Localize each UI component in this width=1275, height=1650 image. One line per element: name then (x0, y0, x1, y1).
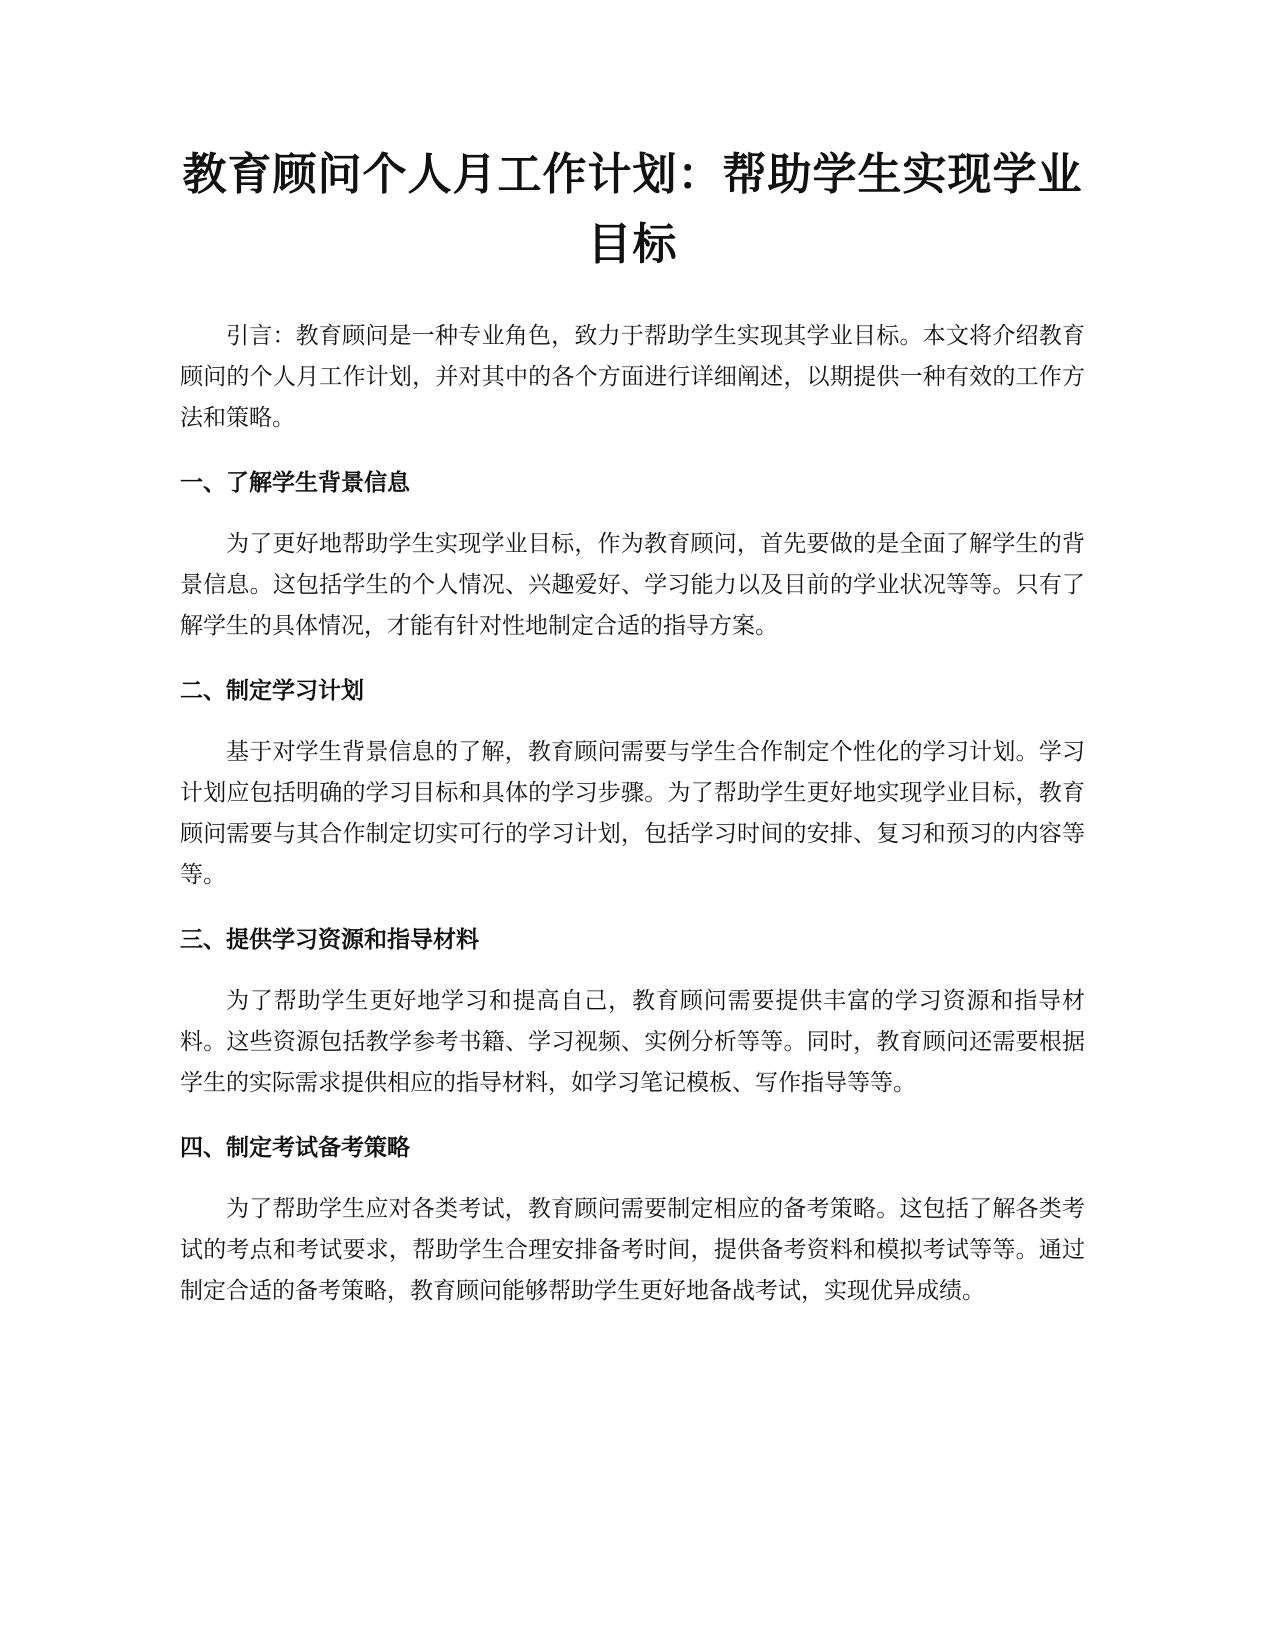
document-page (180, 140, 1085, 1312)
section-heading: 一、了解学生背景信息 (180, 470, 410, 496)
section-body: 为了帮助学生更好地学习和提高自己，教育顾问需要提供丰富的学习资源和指导材料。这些资源包括教学参考书籍、学习视频、实例分析等等。同时，教育顾问还需要根据学生的实际需求提供相应的指导材料，如学习笔记模板、写作指导等等。 (180, 988, 1085, 1096)
document-title: 教育顾问个人月工作计划：帮助学生实现学业目标 (182, 149, 1083, 270)
section-body: 为了更好地帮助学生实现学业目标，作为教育顾问，首先要做的是全面了解学生的背景信息。这包括学生的个人情况、兴趣爱好、学习能力以及目前的学业状况等等。只有了解学生的具体情况，才能有针对性地制定合适的指导方案。 (180, 531, 1085, 639)
section-1 (180, 463, 1085, 647)
intro-paragraph: 引言：教育顾问是一种专业角色，致力于帮助学生实现其学业目标。本文将介绍教育顾问的个人月工作计划，并对其中的各个方面进行详细阐述，以期提供一种有效的工作方法和策略。 (180, 323, 1085, 431)
section-3 (180, 920, 1085, 1104)
section-body: 基于对学生背景信息的了解，教育顾问需要与学生合作制定个性化的学习计划。学习计划应包括明确的学习目标和具体的学习步骤。为了帮助学生更好地实现学业目标，教育顾问需要与其合作制定切实可行的学习计划，包括学习时间的安排、复习和预习的内容等等。 (180, 739, 1085, 888)
section-4 (180, 1128, 1085, 1312)
section-2 (180, 671, 1085, 896)
section-heading: 三、提供学习资源和指导材料 (180, 927, 479, 953)
section-heading: 二、制定学习计划 (180, 678, 364, 704)
section-body: 为了帮助学生应对各类考试，教育顾问需要制定相应的备考策略。这包括了解各类考试的考点和考试要求，帮助学生合理安排备考时间，提供备考资料和模拟考试等等。通过制定合适的备考策略，教育顾问能够帮助学生更好地备战考试，实现优异成绩。 (180, 1196, 1085, 1304)
section-heading: 四、制定考试备考策略 (180, 1135, 410, 1161)
